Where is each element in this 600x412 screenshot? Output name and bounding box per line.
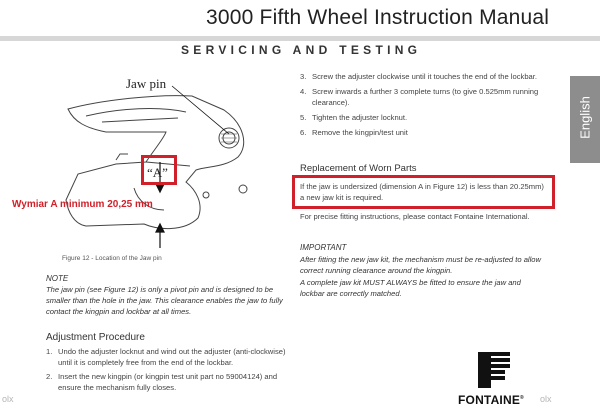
- list-item: [300, 86, 548, 108]
- list-item: [300, 112, 548, 123]
- jaw-pin-label: Jaw pin: [126, 76, 167, 91]
- dimension-note: Wymiar A minimum 20,25 mm: [12, 199, 153, 210]
- figure-caption: Figure 12 - Location of the Jaw pin: [62, 255, 162, 262]
- undersized-jaw-text: If the jaw is undersized (dimension A in Figure 12) is less than 20.25mm) a new jaw kit is required.: [300, 182, 544, 202]
- adjustment-steps: [46, 346, 292, 396]
- undersized-highlight: [292, 175, 555, 209]
- replacement-heading: Replacement of Worn Parts: [300, 163, 417, 174]
- language-tab-label: English: [577, 96, 593, 139]
- step-number: 3.: [300, 72, 307, 81]
- step-text: Tighten the adjuster locknut.: [312, 113, 408, 122]
- step-text: Remove the kingpin/test unit: [312, 128, 408, 137]
- important-text: After fitting the new jaw kit, the mechanism must be re-adjusted to allow correct running clearance around the kingpin.: [300, 255, 542, 275]
- fitting-instructions-text: For precise fitting instructions, please contact Fontaine International.: [300, 212, 530, 221]
- step-number: 4.: [300, 87, 307, 96]
- section-title: SERVICING AND TESTING: [181, 43, 422, 57]
- step-text: Screw the adjuster clockwise until it touches the end of the lockbar.: [312, 72, 537, 81]
- step-number: 2.: [46, 372, 53, 381]
- step-text: Insert the new kingpin (or kingpin test unit part no 59004124) and ensure the mechanism fully closes.: [58, 372, 278, 392]
- step-text: Screw inwards a further 3 complete turns (to give 0.525mm running clearance).: [312, 87, 539, 107]
- manual-title: 3000 Fifth Wheel Instruction Manual: [206, 6, 550, 29]
- step-number: 6.: [300, 128, 307, 137]
- important-heading: IMPORTANT: [300, 243, 347, 252]
- dimension-a-label: “A”: [147, 165, 168, 180]
- list-item: [46, 346, 292, 368]
- adjustment-heading: Adjustment Procedure: [46, 332, 145, 343]
- list-item: [300, 127, 548, 138]
- watermark-right: olx: [540, 394, 552, 404]
- important-text-2: A complete jaw kit MUST ALWAYS be fitted to ensure the jaw and lockbar are correctly matched.: [300, 278, 521, 298]
- language-tab: [570, 76, 600, 163]
- note-heading: NOTE: [46, 274, 69, 283]
- step-number: 1.: [46, 347, 53, 356]
- adjustment-steps-continued: [300, 71, 548, 142]
- step-text: Undo the adjuster locknut and wind out the adjuster (anti-clockwise) until it is completely free from the end of the lockbar.: [58, 347, 286, 367]
- list-item: [46, 371, 292, 393]
- list-item: [300, 71, 548, 82]
- fontaine-logo-icon: [474, 350, 514, 390]
- watermark-left: olx: [2, 394, 14, 404]
- step-number: 5.: [300, 113, 307, 122]
- note-text: The jaw pin (see Figure 12) is only a pivot pin and is designed to be smaller than the hole in the jaw. This clearance enables the jaw to fully contact the kingpin and lockbar at all times.: [46, 285, 283, 316]
- fontaine-wordmark: FONTAINE®: [458, 393, 524, 407]
- dimension-a-highlight: [141, 155, 177, 185]
- header-divider: [0, 36, 600, 41]
